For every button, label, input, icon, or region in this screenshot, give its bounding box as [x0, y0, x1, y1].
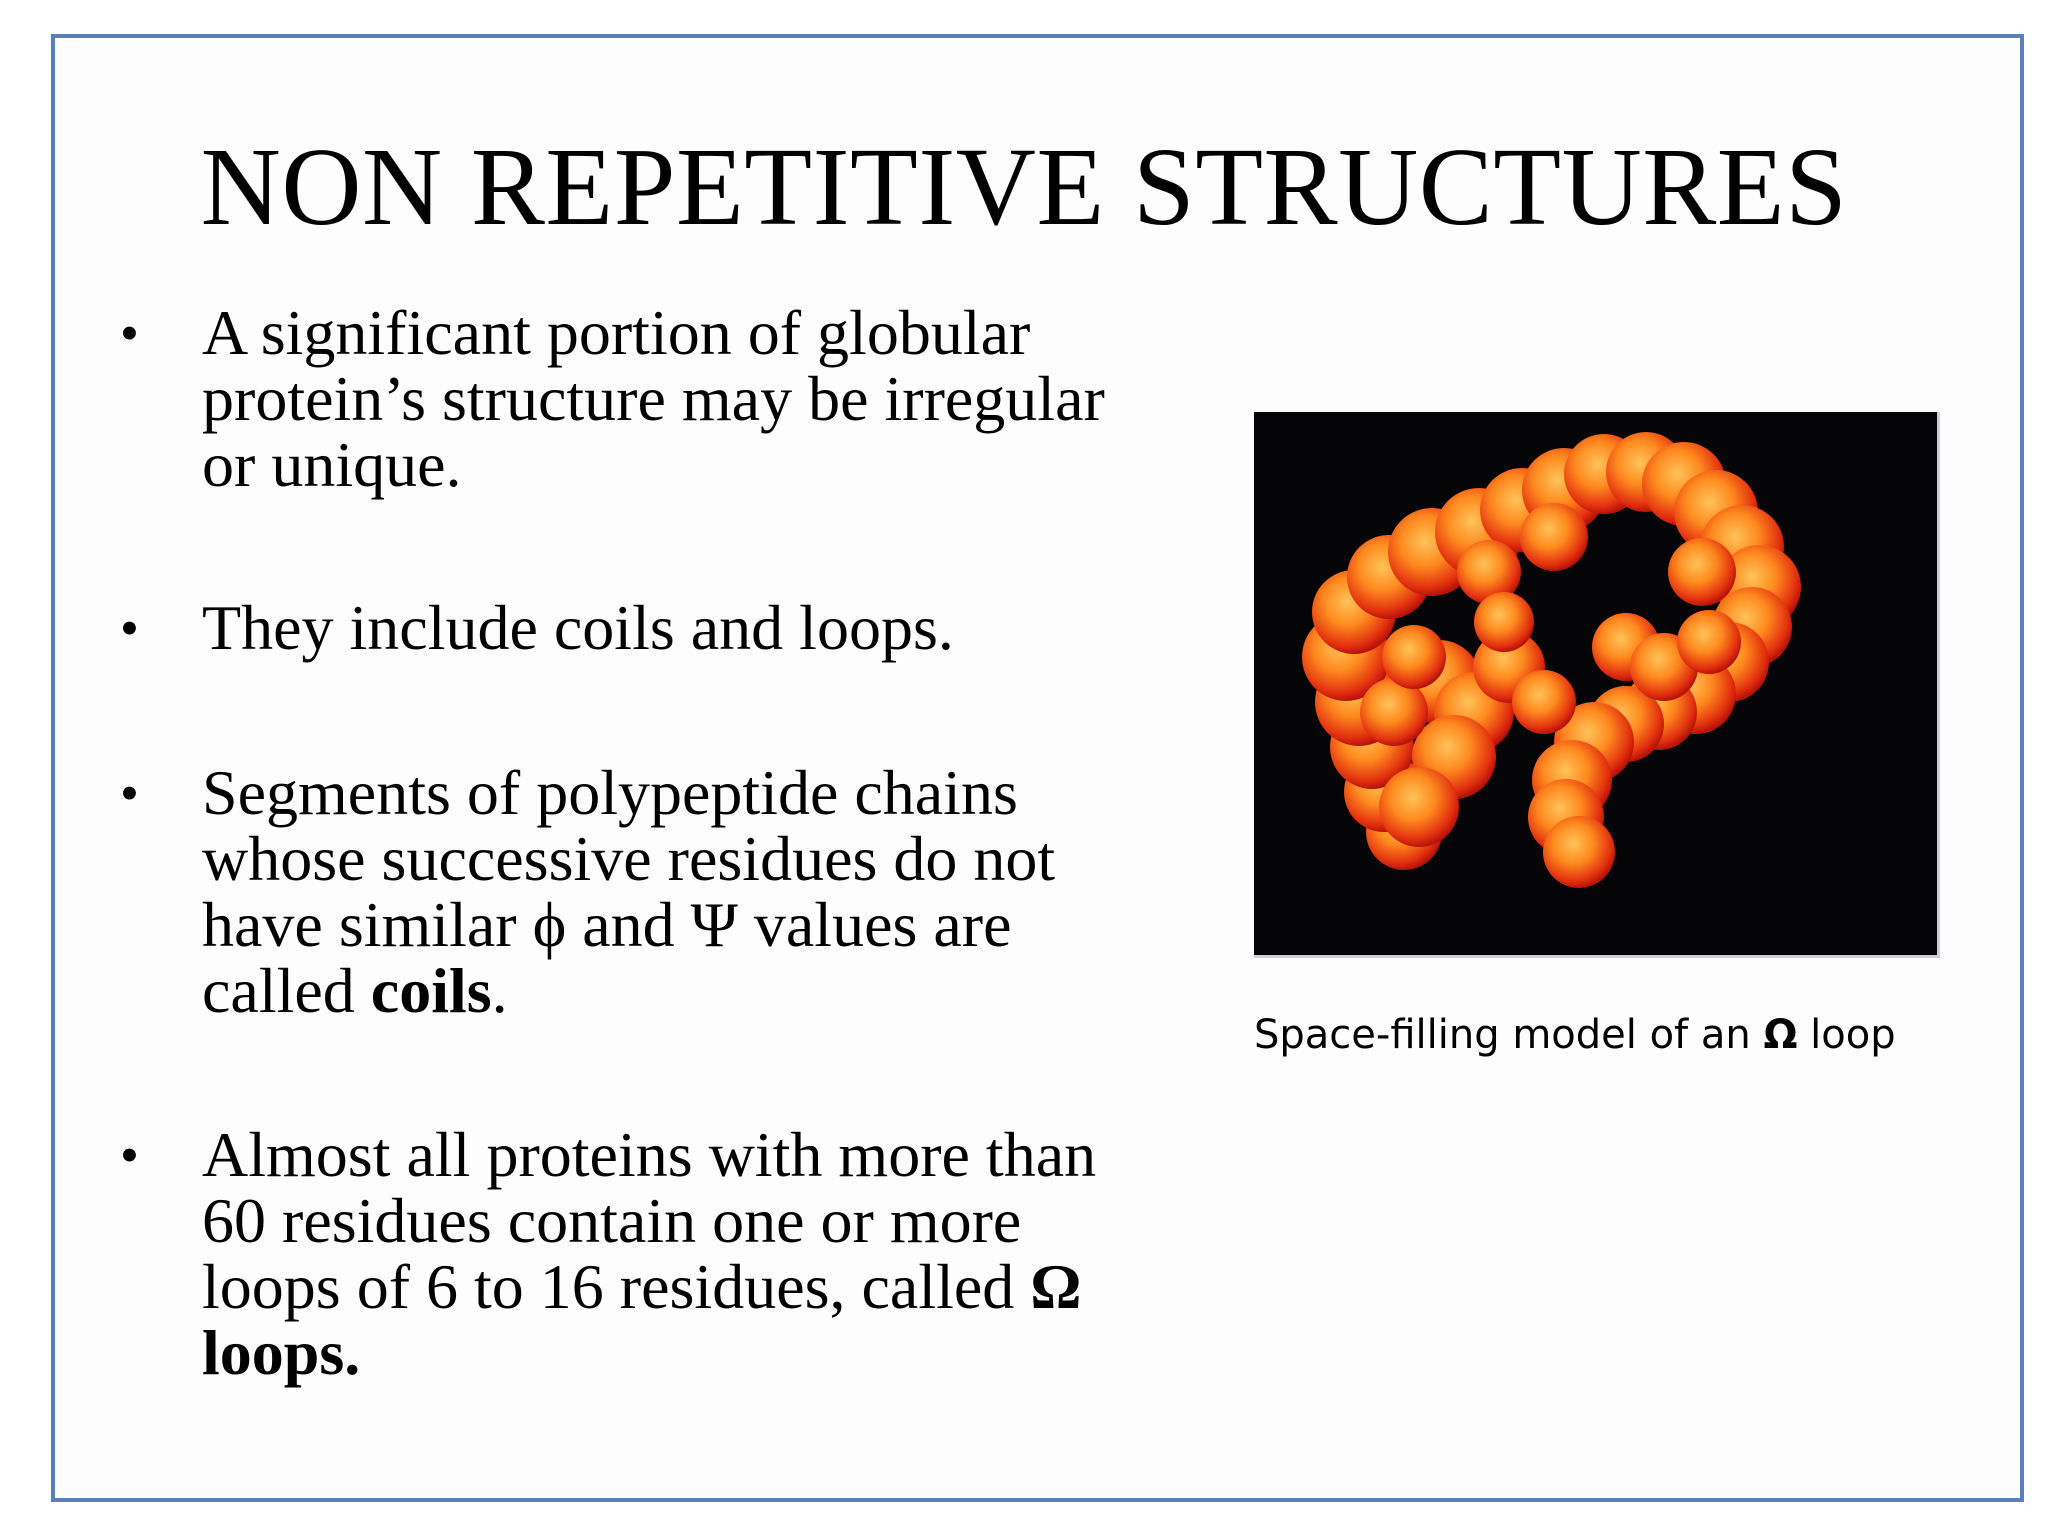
omega-loop-figure — [1254, 412, 1940, 958]
bullet-text: They include coils and loops. — [202, 592, 954, 663]
atom-sphere — [1379, 767, 1459, 847]
atom-sphere — [1512, 670, 1576, 734]
atom-sphere — [1677, 610, 1741, 674]
bullet-text — [202, 1119, 1202, 1388]
bullet-text-plain: Almost all proteins with more than 60 residues contain one or more loops of 6 to 16 residues, called — [202, 1119, 1097, 1322]
bullet-dot: • — [120, 598, 139, 658]
atom-sphere — [1382, 625, 1446, 689]
caption-omega-symbol: Ω — [1763, 1012, 1798, 1058]
atom-sphere — [1543, 816, 1615, 888]
caption-text: Space-filling model of an — [1254, 1012, 1764, 1058]
bullet-dot: • — [120, 303, 139, 363]
bullet-text-bold: Ω loops. — [202, 1251, 1082, 1388]
atom-sphere — [1474, 592, 1534, 652]
bullet-text-bold: coils — [370, 955, 492, 1026]
atom-sphere — [1520, 503, 1588, 571]
omega-loop-model-image — [1254, 412, 1940, 958]
atom-sphere — [1668, 538, 1736, 606]
figure-caption — [1254, 1012, 1896, 1058]
bullet-dot: • — [120, 763, 139, 823]
bullet-text-plain: Segments of polypeptide chains whose successive residues do not have similar ϕ and Ψ values are called — [202, 757, 1056, 1026]
bullet-text — [202, 757, 1202, 1026]
bullet-text: A significant portion of globular protein’s structure may be irregular or unique. — [202, 297, 1105, 500]
bullet-text-plain: . — [491, 955, 508, 1026]
bullet-dot: • — [120, 1125, 139, 1185]
slide-title: NON REPETITIVE STRUCTURES — [200, 126, 1848, 249]
caption-text: loop — [1797, 1012, 1896, 1058]
